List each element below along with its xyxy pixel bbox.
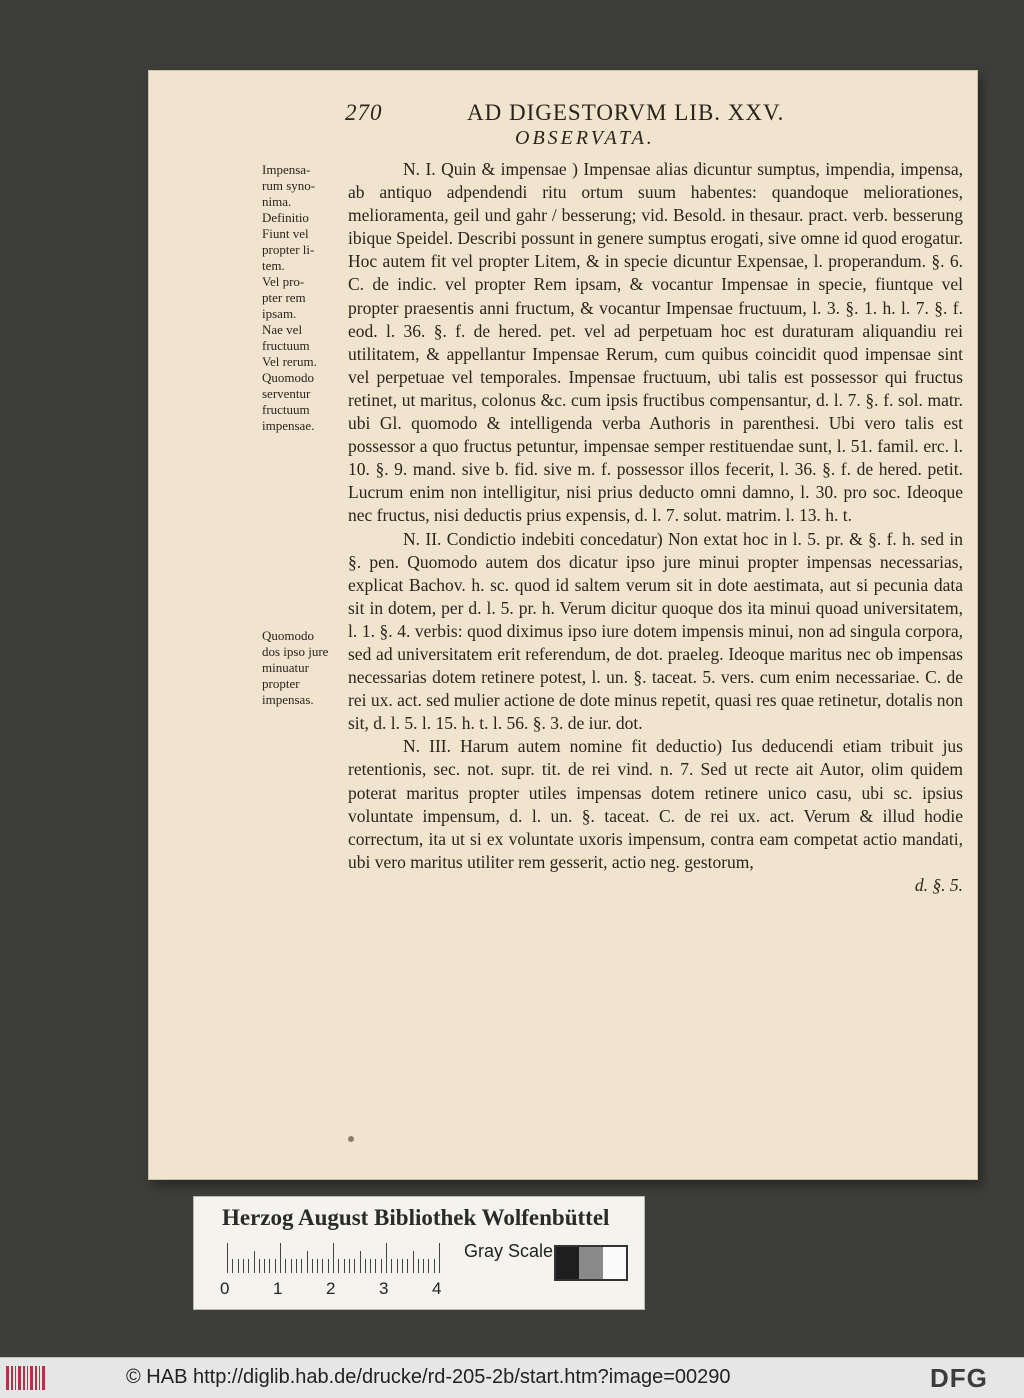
body-text (348, 158, 963, 897)
ruler-tick (413, 1251, 414, 1273)
barcode-bar (39, 1366, 41, 1390)
paper-spot (348, 1136, 354, 1142)
margin-note-line: serventur (262, 386, 311, 401)
ruler-number: 1 (273, 1279, 283, 1298)
scale-ruler (227, 1243, 442, 1273)
ruler-tick (301, 1259, 302, 1273)
section-subtitle: OBSERVATA. (515, 127, 655, 149)
barcode-bar (30, 1366, 33, 1390)
margin-note-line: Quomodo (262, 628, 314, 643)
margin-note-line: Quomodo (262, 370, 314, 385)
barcode-bar (23, 1366, 25, 1390)
paragraph-n3: N. III. Harum autem nomine fit deductio) Ius deducendi etiam tribuit jus retentionis, sec. not. supr. tit. de rei vind. n. 7. Sed ut recte ait Autor, olim quidem poterat maritus propter utiles impensas dotem retinere unico casu, ubi sc. ipsius voluntate impensum, d. l. un. §. taceat. C. de rei ux. act. Verum & illud hodie correctum, ita ut si ex voluntate uxoris impensum, contra eam competat actio mandati, ubi vero maritus utiliter rem gesserit, actio neg. gestorum, (348, 736, 963, 872)
margin-note-line: tem. (262, 258, 285, 273)
ruler-number: 0 (220, 1279, 230, 1298)
margin-note-line: fructuum (262, 402, 310, 417)
barcode-bar (18, 1366, 21, 1390)
ruler-tick (232, 1259, 233, 1273)
color-target-card (193, 1196, 645, 1310)
margin-note-line: Definitio (262, 210, 309, 225)
ruler-tick (238, 1259, 239, 1273)
ruler-tick (391, 1259, 392, 1273)
ruler-tick (275, 1259, 276, 1273)
ruler-tick (354, 1259, 355, 1273)
ruler-tick (338, 1259, 339, 1273)
margin-note-line: propter li- (262, 242, 315, 257)
grayscale-black (556, 1247, 579, 1279)
ruler-tick (248, 1259, 249, 1273)
running-title: AD DIGESTORVM LIB. XXV. (467, 100, 785, 125)
ruler-tick (428, 1259, 429, 1273)
ruler-tick (285, 1259, 286, 1273)
ruler-tick (434, 1259, 435, 1273)
catchword: d. §. 5. (914, 874, 963, 895)
ruler-tick (269, 1259, 270, 1273)
ruler-tick (418, 1259, 419, 1273)
footer-bar (0, 1357, 1024, 1398)
ruler-numbers (220, 1279, 460, 1299)
paragraph-n1: N. I. Quin & impensae ) Impensae alias dicuntur sumptus, impendia, impensa, ab antiquo adpendendi ritu ortum suum habentes: quandoque meliorationes, melioramenta, geil und gahr / besserung; vid. Besold. in thesaur. pract. verb. besserung ibique Speidel. Describi possunt in genere sumptus erogati, sive omne id quod erogatur. Hoc autem fit vel propter Litem, & in specie dicuntur Expensae, l. properandum. §. 6. C. de indic. vel propter Rem ipsam, & vocantur Impensae in specie, fiuntque vel propter praesentis anni fructum, & vocantur Impensae fructuum, l. 3. §. 1. h. l. 7. §. f. eod. l. 36. §. f. de hered. pet. vel ad perpetuam hoc est duraturam aliquandiu rei utilitatem, & appellantur Impensae Rerum, cum quibus coincidit quod impensae sint vel perpetuae vel temporales. Impensae fructuum, ubi talis est possessor qui fructus retinet, ut maritus, colonus &c. cum ipsis fructibus compensantur, d. l. 7. §. f. sol. matr. ubi Gl. quomodo & intelligenda verba Authoris in parenthesi. Ubi vero talis est possessor a quo fructus petuntur, impensae semper restituendae sunt, l. 51. famil. erc. l. 10. §. 9. mand. sive b. fid. sive m. f. possessor illos fecerit, l. 36. §. f. de hered. petit. Lucrum enim non intelligitur, nisi prius deducto omni damno, l. 30. pro soc. Ideoque nec fructus, nisi deductis prius expensis, d. l. 7. solut. matrim. l. 13. h. t. (348, 159, 963, 526)
margin-note-line: rum syno- (262, 178, 316, 193)
grayscale-white (603, 1247, 626, 1279)
ruler-tick (365, 1259, 366, 1273)
ruler-tick (375, 1259, 376, 1273)
ruler-tick (402, 1259, 403, 1273)
ruler-tick (296, 1259, 297, 1273)
page-number: 270 (345, 100, 383, 125)
margin-note-line: pter rem (262, 290, 306, 305)
ruler-tick (227, 1243, 228, 1273)
ruler-tick (264, 1259, 265, 1273)
library-name: Herzog August Bibliothek Wolfenbüttel (222, 1205, 610, 1230)
ruler-tick (439, 1243, 440, 1273)
ruler-tick (370, 1259, 371, 1273)
ruler-tick (349, 1259, 350, 1273)
margin-note-line: propter (262, 676, 300, 691)
ruler-tick (243, 1259, 244, 1273)
ruler-tick (307, 1251, 308, 1273)
margin-note-line: impensas. (262, 692, 314, 707)
ruler-tick (312, 1259, 313, 1273)
margin-note-line: ipsam. (262, 306, 297, 321)
ruler-tick (317, 1259, 318, 1273)
margin-note-line: Impensa- (262, 162, 311, 177)
ruler-tick (407, 1259, 408, 1273)
margin-note-line: dos ipso jure (262, 644, 329, 659)
ruler-tick (397, 1259, 398, 1273)
ruler-tick (344, 1259, 345, 1273)
ruler-tick (254, 1251, 255, 1273)
barcode-icon (6, 1366, 46, 1390)
barcode-bar (42, 1366, 45, 1390)
barcode-bar (15, 1366, 17, 1390)
barcode-bar (27, 1366, 29, 1390)
margin-note-line: nima. (262, 194, 292, 209)
barcode-bar (35, 1366, 37, 1390)
ruler-tick (423, 1259, 424, 1273)
margin-note-line: Vel rerum. (262, 354, 317, 369)
margin-note-line: Vel pro- (262, 274, 305, 289)
margin-note-line: Nae vel (262, 322, 303, 337)
ruler-tick (386, 1243, 387, 1273)
ruler-tick (322, 1259, 323, 1273)
ruler-tick (328, 1259, 329, 1273)
credit-url[interactable]: © HAB http://diglib.hab.de/drucke/rd-205-2b/start.htm?image=00290 (126, 1366, 731, 1388)
ruler-number: 2 (326, 1279, 336, 1298)
ruler-tick (360, 1251, 361, 1273)
margin-note-line: fructuum (262, 338, 310, 353)
dfg-logo: DFG (930, 1363, 988, 1393)
grayscale-mid (579, 1247, 602, 1279)
margin-notes-second (262, 628, 347, 708)
margin-note-line: impensae. (262, 418, 315, 433)
ruler-number: 3 (379, 1279, 389, 1298)
paragraph-n2: N. II. Condictio indebiti concedatur) Non extat hoc in l. 5. pr. & §. f. h. sed in §. pen. Quomodo autem dos dicatur ipso jure minui propter impensas necessarias, explicat Bachov. h. sc. quod id saltem verum sit in dote aestimata, aut si pecunia data sit in dotem, per d. l. 5. pr. h. Verum dicitur quoque dos ita minui quoad universitatem, l. 1. §. 4. verbis: quod diximus ipso iure dotem impensis minui, non ad singula corpora, sed ad universitatem erit referendum, de dot. praeleg. Ideoque maritus nec ob impensas necessarias dotem retinere potest, l. un. §. taceat. 5. vers. cum enim necessariae. C. de rei ux. act. sed mulier actione de dote minus repetit, quasi res quae retinetur, dotalis non sit, d. l. 5. l. 15. h. t. l. 56. §. 3. de iur. dot. (348, 528, 964, 734)
ruler-tick (280, 1243, 281, 1273)
ruler-number: 4 (432, 1279, 442, 1298)
margin-note-line: Fiunt vel (262, 226, 309, 241)
ruler-tick (333, 1243, 334, 1273)
ruler-tick (291, 1259, 292, 1273)
grayscale-label: Gray Scale (464, 1241, 554, 1261)
running-head (197, 100, 822, 126)
margin-note-line: minuatur (262, 660, 309, 675)
grayscale-patch (554, 1245, 628, 1281)
margin-notes-first (262, 162, 347, 434)
ruler-tick (259, 1259, 260, 1273)
barcode-bar (11, 1366, 13, 1390)
barcode-bar (6, 1366, 9, 1390)
ruler-tick (381, 1259, 382, 1273)
